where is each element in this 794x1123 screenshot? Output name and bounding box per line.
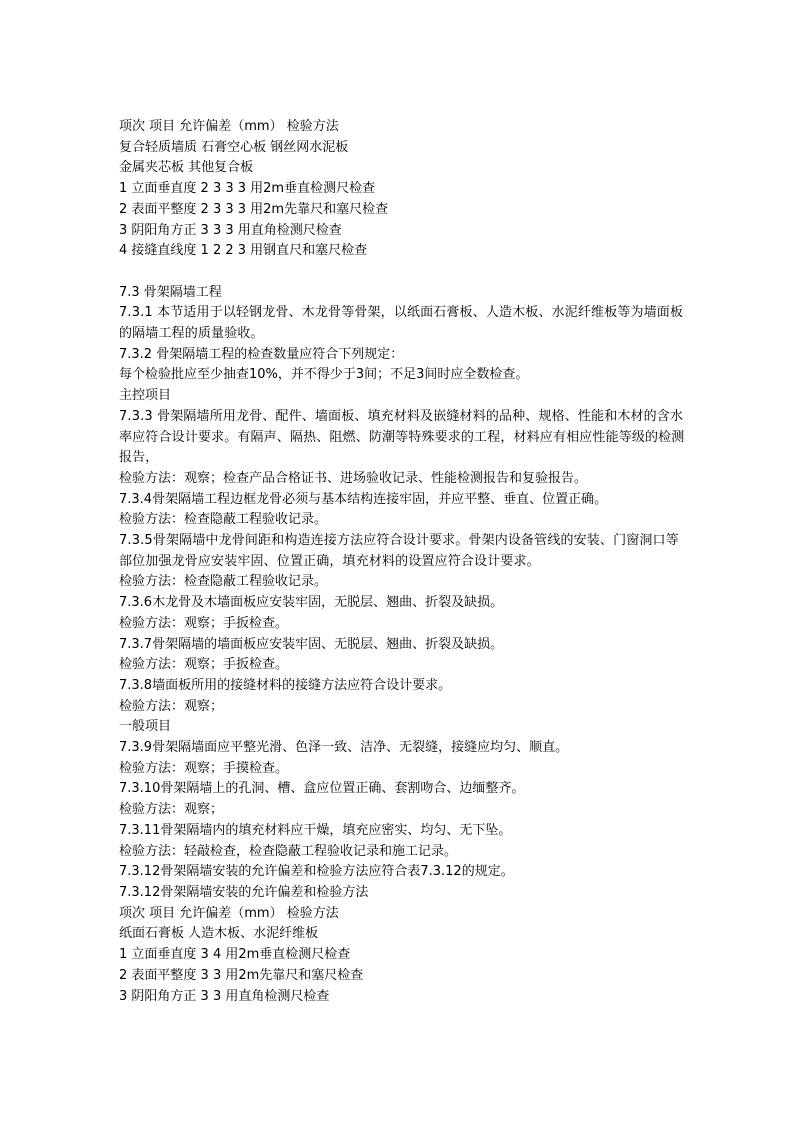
paragraph: 7.3.3 骨架隔墙所用龙骨、配件、墙面板、填充材料及嵌缝材料的品种、规格、性能和木材的含水率应符合设计要求。有隔声、隔热、阻燃、防潮等特殊要求的工程，材料应有相应性能等级的检测报告，: [119, 408, 685, 466]
inspection-method: 检验方法：观察；: [119, 698, 224, 714]
table-row: 3 阴阳角方正 3 3 用直角检测尺检查: [119, 988, 330, 1004]
table-row: 2 表面平整度 2 3 3 3 用2m先靠尺和塞尺检查: [119, 201, 389, 217]
inspection-method: 检验方法：观察；手扳检查。: [119, 615, 289, 631]
inspection-method: 检验方法：观察；检查产品合格证书、进场验收记录、性能检测报告和复验报告。: [119, 470, 588, 486]
paragraph: 7.3.12骨架隔墙安装的允许偏差和检验方法应符合表7.3.12的规定。: [119, 864, 514, 880]
paragraph: 7.3.4骨架隔墙工程边框龙骨必须与基本结构连接牢固，并应平整、垂直、位置正确。: [119, 491, 608, 507]
table-caption: 7.3.12骨架隔墙安装的允许偏差和检验方法: [119, 885, 369, 900]
subsection-heading: 一般项目: [119, 719, 172, 735]
paragraph: 7.3.7骨架隔墙的墙面板应安装牢固、无脱层、翘曲、折裂及缺损。: [119, 636, 504, 652]
paragraph: 7.3.8墙面板所用的接缝材料的接缝方法应符合设计要求。: [119, 677, 452, 693]
paragraph: 7.3.10骨架隔墙上的孔洞、槽、盒应位置正确、套割吻合、边缅整齐。: [119, 781, 525, 797]
table-row: 1 立面垂直度 3 4 用2m垂直检测尺检查: [119, 947, 351, 963]
inspection-method: 检验方法：检查隐蔽工程验收记录。: [119, 574, 328, 590]
paragraph: 7.3.6木龙骨及木墙面板应安装牢固，无脱层、翘曲、折裂及缺损。: [119, 595, 504, 611]
blank-line: [119, 262, 689, 283]
table-row: 2 表面平整度 3 3 用2m先靠尺和塞尺检查: [119, 967, 364, 983]
table-subheader-line: 纸面石膏板 人造木板、水泥纤维板: [119, 926, 319, 942]
table-row: 3 阴阳角方正 3 3 3 用直角检测尺检查: [119, 222, 342, 238]
document-body: [119, 117, 689, 1007]
section-heading: 7.3 骨架隔墙工程: [119, 284, 222, 300]
inspection-method: 检验方法：轻敲检查，检查隐蔽工程验收记录和施工记录。: [119, 843, 458, 859]
table-header-line: 项次 项目 允许偏差（mm） 检验方法: [119, 905, 339, 921]
paragraph: 7.3.1 本节适用于以轻钢龙骨、木龙骨等骨架，以纸面石膏板、人造木板、水泥纤维板等为墙面板的隔墙工程的质量验收。: [119, 305, 684, 342]
paragraph: 7.3.5骨架隔墙中龙骨间距和构造连接方法应符合设计要求。骨架内设备管线的安装、门窗洞口等部位加强龙骨应安装牢固、位置正确，填充材料的设置应符合设计要求。: [119, 533, 679, 569]
inspection-method: 检验方法：观察；手摸检查。: [119, 760, 289, 776]
table-subheader-line: 金属夹芯板 其他复合板: [119, 160, 254, 176]
inspection-method: 检验方法：检查隐蔽工程验收记录。: [119, 512, 328, 528]
inspection-method: 检验方法：观察；: [119, 802, 224, 818]
table-header-line: 项次 项目 允许偏差（mm） 检验方法: [119, 119, 339, 134]
subsection-heading: 主控项目: [119, 388, 172, 404]
table-row: 1 立面垂直度 2 3 3 3 用2m垂直检测尺检查: [119, 181, 376, 197]
paragraph: 每个检验批应至少抽查10%，并不得少于3间；不足3间时应全数检查。: [119, 367, 529, 383]
paragraph: 7.3.11骨架隔墙内的填充材料应干燥，填充应密实、均匀、无下坠。: [119, 822, 512, 838]
table-row: 4 接缝直线度 1 2 2 3 用钢直尺和塞尺检查: [119, 243, 368, 259]
table-subheader-line: 复合轻质墙质 石膏空心板 钢丝网水泥板: [119, 139, 349, 155]
paragraph: 7.3.9骨架隔墙面应平整光滑、色泽一致、洁净、无裂缝，接缝应均匀、顺直。: [119, 740, 569, 756]
paragraph: 7.3.2 骨架隔墙工程的检查数量应符合下列规定：: [119, 346, 404, 362]
inspection-method: 检验方法：观察；手扳检查。: [119, 657, 289, 673]
